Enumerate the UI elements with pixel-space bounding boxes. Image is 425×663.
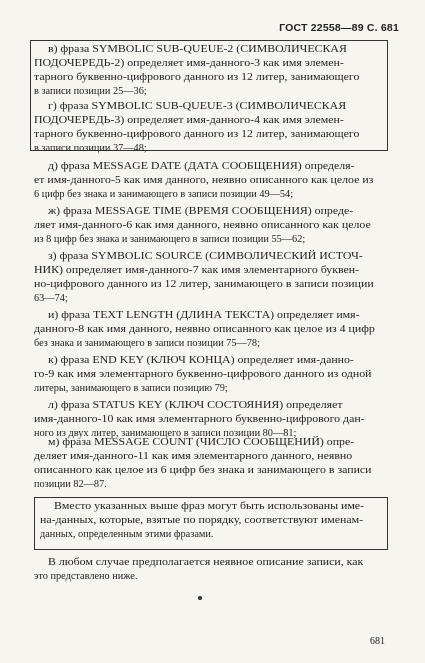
boxed-clause-line: в записи позиции 25—36; [34,86,147,97]
text-line: 6 цифр без знака и занимающего в записи позиции 49—54; [34,189,294,200]
text-line: данного-8 как имя данного, неявно описанного как целое из 4 цифр [34,324,375,335]
text-line: без знака и занимающего в записи позиции 75—78; [34,338,260,349]
text-line: из 8 цифр без знака и занимающего в записи позиции 55—62; [34,234,306,245]
page-number: 681 [370,636,385,647]
closing-line: В любом случае предполагается неявное описание записи, как [48,557,364,568]
text-line: 63—74; [34,293,68,304]
ink-dot [198,596,202,600]
text-line: го-9 как имя элементарного буквенно-цифрового данного из одной [34,369,372,380]
text-line: литеры, занимающего в записи позицию 79; [34,383,228,394]
page-header: ГОСТ 22558—89 С. 681 [279,22,399,34]
text-line: з) фраза SYMBOLIC SOURCE (СИМВОЛИЧЕСКИЙ ИСТОЧ- [48,251,363,262]
boxed-clause-line: ПОДОЧЕРЕДЬ-2) определяет имя-данного-3 как имя элемен- [34,58,344,69]
text-line: л) фраза STATUS KEY (КЛЮЧ СОСТОЯНИЯ) определяет [48,400,343,411]
note-line: на-данных, которые, взятые по порядку, соответствуют именам- [40,515,364,526]
text-line: но-цифрового данного из 12 литер, занимающего в записи позиции [34,279,374,290]
text-line: описанного как целое из 6 цифр без знака и занимающего в записи [34,465,372,476]
text-line: ного из двух литер, занимающего в записи позиции 80—81; [34,428,297,439]
text-line: д) фраза MESSAGE DATE (ДАТА СООБЩЕНИЯ) определя- [48,161,355,172]
text-line: позиции 82—87. [34,479,107,490]
text-line: к) фраза END KEY (КЛЮЧ КОНЦА) определяет имя-данно- [48,355,354,366]
text-line: ет имя-данного-5 как имя данного, неявно описанного как целое из [34,175,374,186]
text-line: ляет имя-данного-6 как имя данного, неявно описанного как целое [34,220,371,231]
note-line: Вместо указанных выше фраз могут быть использованы име- [54,501,365,512]
closing-line: это представлено ниже. [34,571,138,582]
boxed-clause-line: в записи позиции 37—48; [34,143,147,154]
note-line: данных, определенным этими фразами. [40,529,214,540]
text-line: деляет имя-данного-11 как имя элементарного данного, неявно [34,451,353,462]
boxed-clause-line: тарного буквенно-цифрового данного из 12 литер, занимающего [34,129,360,140]
text-line: НИК) определяет имя-данного-7 как имя элементарного буквен- [34,265,360,276]
boxed-clause-line: тарного буквенно-цифрового данного из 12 литер, занимающего [34,72,360,83]
text-line: ж) фраза MESSAGE TIME (ВРЕМЯ СООБЩЕНИЯ) опреде- [48,206,354,217]
boxed-clause-line: г) фраза SYMBOLIC SUB-QUEUE-3 (СИМВОЛИЧЕСКАЯ [48,101,347,112]
boxed-clause-line: ПОДОЧЕРЕДЬ-3) определяет имя-данного-4 как имя элемен- [34,115,344,126]
text-line: имя-данного-10 как имя элементарного буквенно-цифрового дан- [34,414,365,425]
boxed-clause-line: в) фраза SYMBOLIC SUB-QUEUE-2 (СИМВОЛИЧЕСКАЯ [48,44,347,55]
text-line: м) фраза MESSAGE COUNT (ЧИСЛО СООБЩЕНИЙ) опре- [48,437,355,448]
text-line: и) фраза TEXT LENGTH (ДЛИНА ТЕКСТА) определяет имя- [48,310,360,321]
